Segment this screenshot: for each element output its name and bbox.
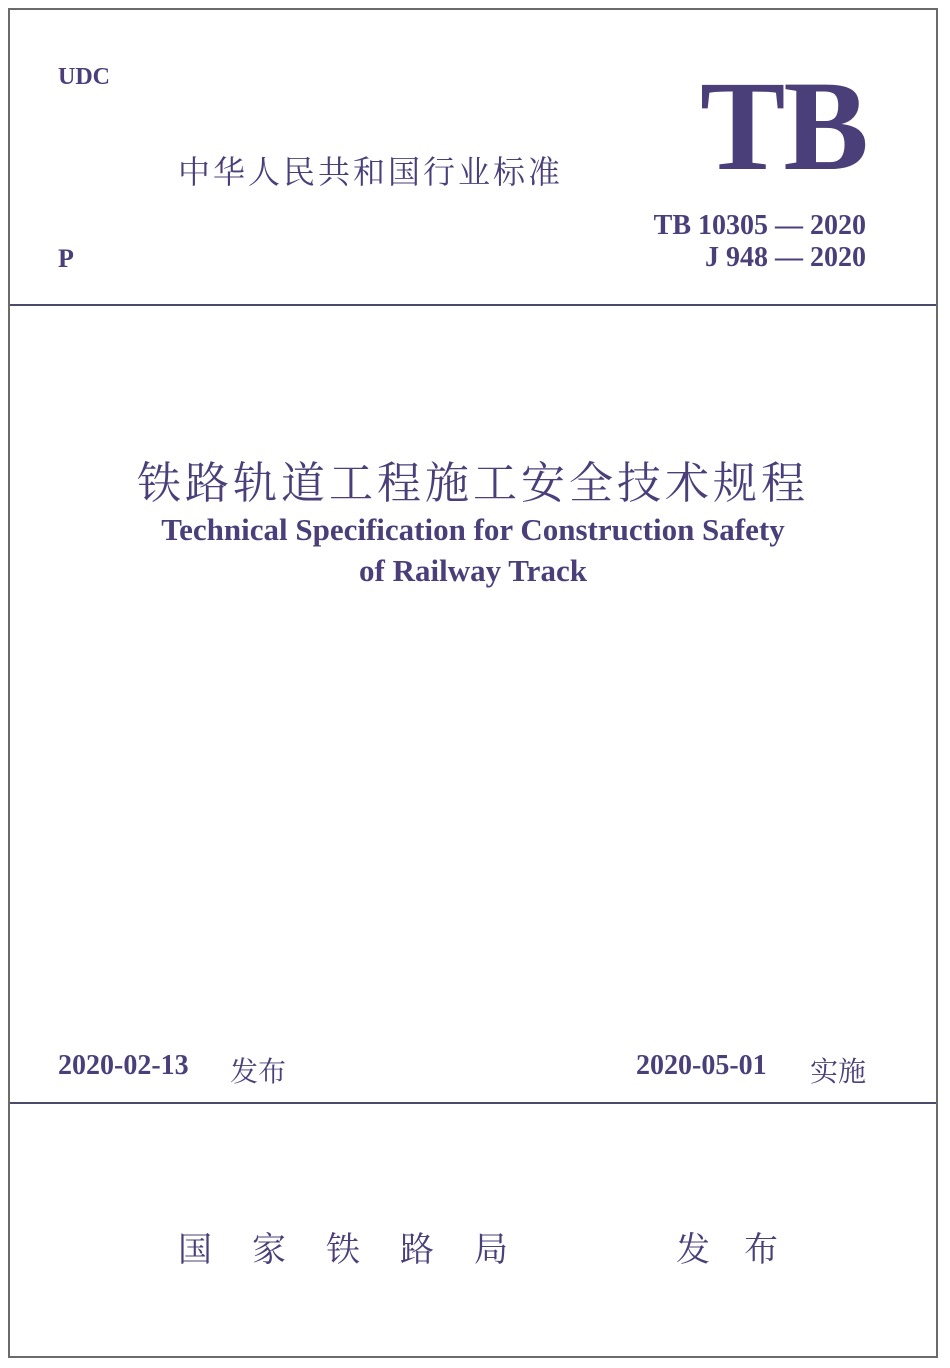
standard-code: TB 10305 — 2020: [653, 210, 866, 241]
effective-label: 实施: [810, 1055, 867, 1088]
title-chinese: 铁路轨道工程施工安全技术规程: [137, 458, 809, 509]
tb-logo: TB: [700, 55, 867, 197]
record-code: J 948 — 2020: [705, 242, 866, 273]
effective-date: 2020-05-01: [636, 1050, 767, 1081]
header-divider: [10, 304, 936, 306]
industry-standard-heading: 中华人民共和国行业标准: [178, 153, 564, 191]
title-english-line-1: Technical Specification for Construction Safety: [161, 512, 785, 547]
footer-divider: [10, 1102, 936, 1104]
publish-label: 发布: [676, 1230, 812, 1270]
publisher-name: 国家铁路局: [178, 1230, 548, 1270]
category-label: P: [58, 244, 74, 273]
issue-label: 发布: [230, 1055, 287, 1088]
standard-cover: [8, 8, 938, 1358]
title-english-line-2: of Railway Track: [359, 553, 587, 588]
udc-label: UDC: [58, 64, 110, 90]
issue-date: 2020-02-13: [58, 1050, 189, 1081]
